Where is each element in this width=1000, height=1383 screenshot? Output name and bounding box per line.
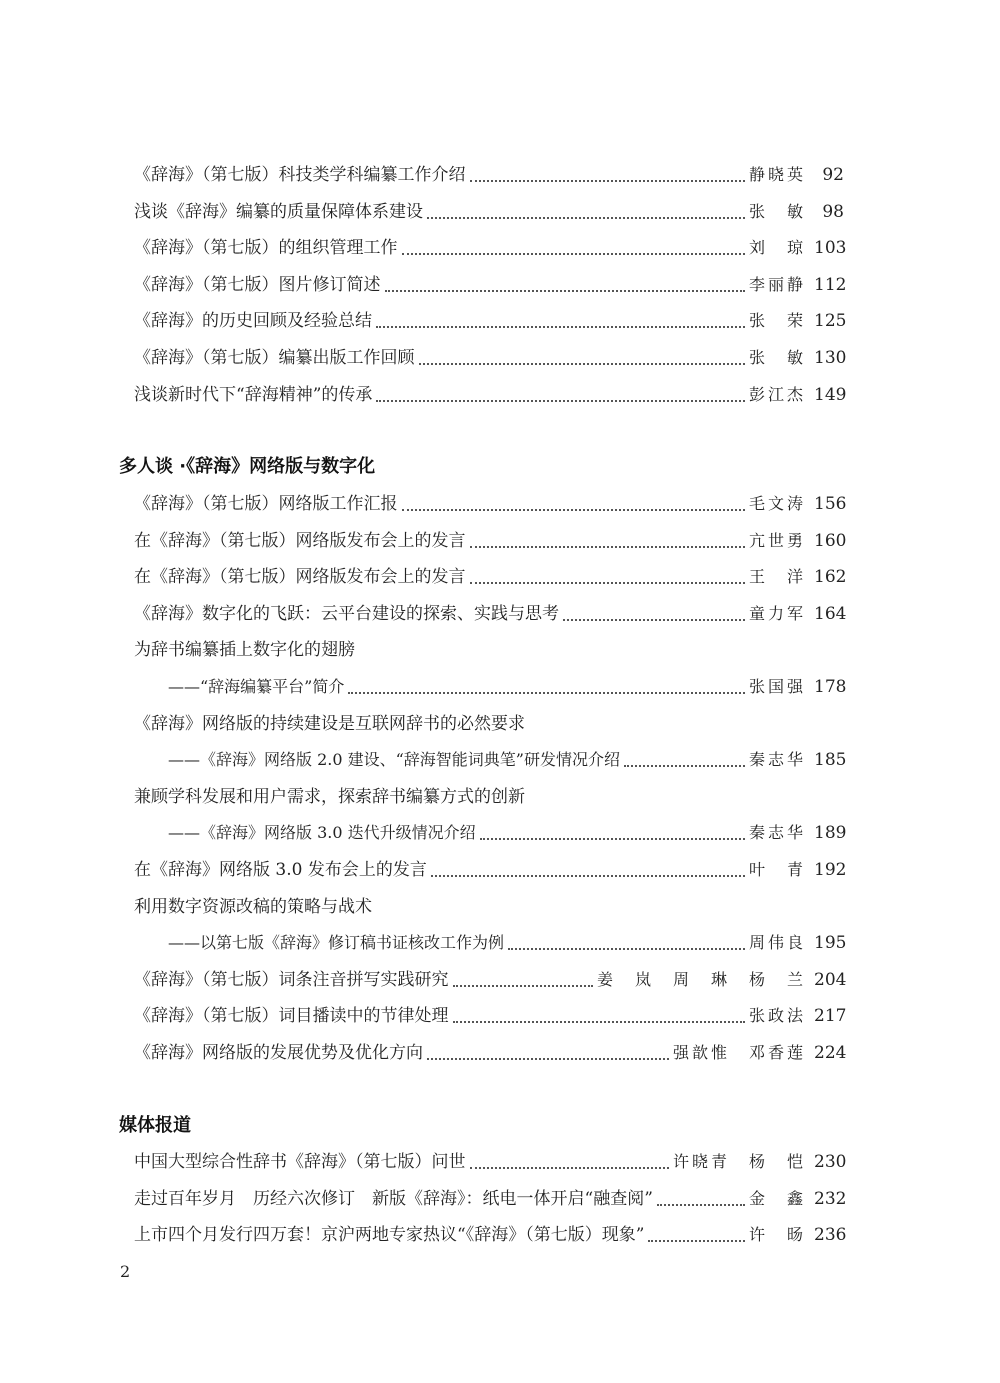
section-heading-media: 媒体报道: [119, 1115, 191, 1136]
toc-entry-title: 中国大型综合性辞书《辞海》（第七版）问世: [134, 1152, 466, 1172]
toc-entry-author: 许晓青 杨 恺: [672, 1152, 806, 1171]
dot-leader: [427, 207, 745, 219]
dot-leader: [470, 572, 745, 584]
toc-entry: [134, 197, 844, 227]
toc-entry-author: 李丽静: [748, 274, 806, 294]
toc-entry: [134, 635, 844, 665]
toc-entry: [134, 1184, 847, 1214]
toc-entry: [134, 1038, 847, 1068]
toc-entry: [134, 1147, 847, 1177]
toc-entry-title: 《辞海》（第七版）编纂出版工作回顾: [134, 348, 415, 368]
toc-entry-subtitle: [168, 672, 847, 702]
dot-leader: [402, 243, 745, 255]
toc-entry: [134, 965, 847, 995]
dot-leader: [563, 609, 745, 621]
toc-entry-title: 走过百年岁月 历经六次修订 新版《辞海》：纸电一体开启“融查阅”: [134, 1188, 653, 1209]
toc-entry-author: 彭江杰: [748, 384, 806, 404]
toc-entry-page: 160: [814, 530, 847, 551]
toc-entry: [134, 306, 847, 336]
toc-entry-author: 金 鑫: [748, 1188, 806, 1208]
toc-entry-title: 《辞海》网络版的持续建设是互联网辞书的必然要求: [134, 713, 525, 734]
dot-leader: [376, 390, 745, 402]
toc-entry-title: 浅谈新时代下“辞海精神”的传承: [134, 384, 373, 405]
toc-entry-title: 为辞书编纂插上数字化的翅膀: [134, 640, 355, 661]
toc-entry-title: 《辞海》网络版的发展优势及优化方向: [134, 1043, 423, 1063]
toc-entry-page: 178: [814, 677, 847, 697]
toc-entry-page: 217: [814, 1006, 847, 1027]
toc-entry: [134, 233, 847, 263]
toc-entry-author: 许 旸: [748, 1225, 806, 1245]
toc-entry-page: 204: [814, 969, 847, 990]
dot-leader: [480, 828, 745, 840]
toc-entry-page: 149: [814, 384, 847, 405]
toc-entry: [134, 160, 844, 190]
toc-entry-title: 《辞海》的历史回顾及经验总结: [134, 311, 372, 332]
toc-entry-subtitle: [168, 818, 847, 848]
toc-entry-author: 张国强: [748, 677, 806, 696]
toc-entry: [134, 343, 847, 373]
toc-entry-title: 在《辞海》网络版 3.0 发布会上的发言: [134, 860, 427, 880]
toc-entry-author: 张政法: [748, 1006, 806, 1026]
toc-entry-author: 亢世勇: [748, 530, 806, 550]
toc-entry: [134, 709, 844, 739]
toc-entry-title: ——“辞海编纂平台”简介: [168, 677, 345, 696]
toc-entry: [134, 855, 847, 885]
toc-entry-page: 156: [814, 494, 847, 514]
toc-entry-author: 张 荣: [748, 311, 806, 331]
toc-entry: [134, 1001, 847, 1031]
toc-entry-author: 周伟良: [748, 933, 806, 953]
toc-entry-page: 192: [814, 860, 847, 880]
toc-entry-title: 兼顾学科发展和用户需求，探索辞书编纂方式的创新: [134, 786, 525, 807]
toc-entry-page: 103: [814, 238, 847, 259]
toc-entry-title: ——《辞海》网络版 2.0 建设、“辞海智能词典笔”研发情况介绍: [168, 750, 620, 770]
toc-entry-author: 姜 岚 周 琳 杨 兰: [596, 969, 806, 989]
toc-entry: [134, 1220, 847, 1250]
toc-entry-subtitle: [168, 745, 847, 775]
toc-entry-author: 毛文涛: [748, 494, 806, 513]
dot-leader: [453, 1011, 745, 1023]
section-heading-digital: 多人谈 ·《辞海》网络版与数字化: [119, 456, 376, 477]
dot-leader: [427, 1048, 669, 1060]
toc-entry-title: 上市四个月发行四万套！京沪两地专家热议“《辞海》（第七版）现象”: [134, 1225, 645, 1246]
dot-leader: [470, 536, 745, 548]
toc-entry-page: 230: [814, 1152, 847, 1172]
toc-entry-author: 秦志华: [748, 750, 806, 770]
toc-entry-title: 《辞海》（第七版）科技类学科编纂工作介绍: [134, 165, 466, 185]
toc-entry-page: 92: [822, 165, 844, 185]
toc-entry: [134, 489, 847, 519]
toc-entry-page: 98: [822, 201, 844, 222]
toc-entry-page: 232: [814, 1188, 847, 1209]
toc-entry-title: 《辞海》（第七版）图片修订简述: [134, 274, 381, 295]
toc-entry-title: 在《辞海》（第七版）网络版发布会上的发言: [134, 567, 466, 588]
toc-entry: [134, 892, 844, 922]
toc-entry-page: 185: [814, 750, 847, 771]
dot-leader: [385, 280, 745, 292]
toc-entry: [134, 562, 847, 592]
toc-entry-page: 125: [814, 311, 847, 332]
toc-entry-title: 浅谈《辞海》编纂的质量保障体系建设: [134, 201, 423, 222]
toc-entry: [134, 526, 847, 556]
toc-entry-author: 王 洋: [748, 567, 806, 587]
toc-entry: [134, 380, 847, 410]
toc-entry-page: 236: [814, 1225, 847, 1246]
toc-entry-title: 《辞海》（第七版）的组织管理工作: [134, 238, 398, 259]
dot-leader: [508, 938, 745, 950]
toc-entry-author: 张 敏: [748, 348, 806, 367]
toc-entry-title: 《辞海》（第七版）网络版工作汇报: [134, 494, 398, 514]
toc-entry-subtitle: [168, 928, 847, 958]
dot-leader: [470, 170, 745, 182]
toc-entry: [134, 270, 847, 300]
dot-leader: [470, 1157, 669, 1169]
toc-entry-title: ——《辞海》网络版 3.0 迭代升级情况介绍: [168, 823, 476, 843]
dot-leader: [376, 316, 745, 328]
toc-entry-page: 112: [814, 274, 847, 295]
dot-leader: [419, 353, 745, 365]
toc-entry-author: 秦志华: [748, 823, 806, 843]
toc-entry-title: 《辞海》（第七版）词条注音拼写实践研究: [134, 969, 449, 990]
toc-entry-author: 强歆惟 邓香莲: [672, 1043, 806, 1062]
toc-entry-title: 《辞海》数字化的飞跃：云平台建设的探索、实践与思考: [134, 603, 559, 624]
toc-entry-author: 静晓英: [748, 165, 806, 184]
dot-leader: [624, 755, 745, 767]
toc-entry-page: 224: [814, 1043, 847, 1063]
toc-entry-page: 195: [814, 933, 847, 954]
toc-entry: [134, 782, 844, 812]
dot-leader: [402, 499, 745, 511]
dot-leader: [657, 1194, 745, 1206]
toc-entry: [134, 599, 847, 629]
toc-entry-title: 利用数字资源改稿的策略与战术: [134, 896, 372, 917]
toc-entry-author: 童力军: [748, 603, 806, 623]
toc-entry-author: 叶 青: [748, 860, 806, 879]
toc-entry-page: 130: [814, 348, 847, 368]
toc-entry-title: 在《辞海》（第七版）网络版发布会上的发言: [134, 530, 466, 551]
toc-entry-author: 张 敏: [748, 201, 806, 221]
dot-leader: [648, 1230, 745, 1242]
toc-entry-title: ——以第七版《辞海》修订稿书证核改工作为例: [168, 933, 505, 953]
toc-entry-author: 刘 琼: [748, 238, 806, 258]
dot-leader: [453, 975, 593, 987]
toc-entry-page: 164: [814, 603, 847, 624]
toc-entry-title: 《辞海》（第七版）词目播读中的节律处理: [134, 1006, 449, 1027]
dot-leader: [348, 682, 745, 694]
toc-entry-page: 162: [814, 567, 847, 588]
dot-leader: [431, 865, 745, 877]
toc-entry-page: 189: [814, 823, 847, 844]
page-number: 2: [120, 1262, 131, 1281]
